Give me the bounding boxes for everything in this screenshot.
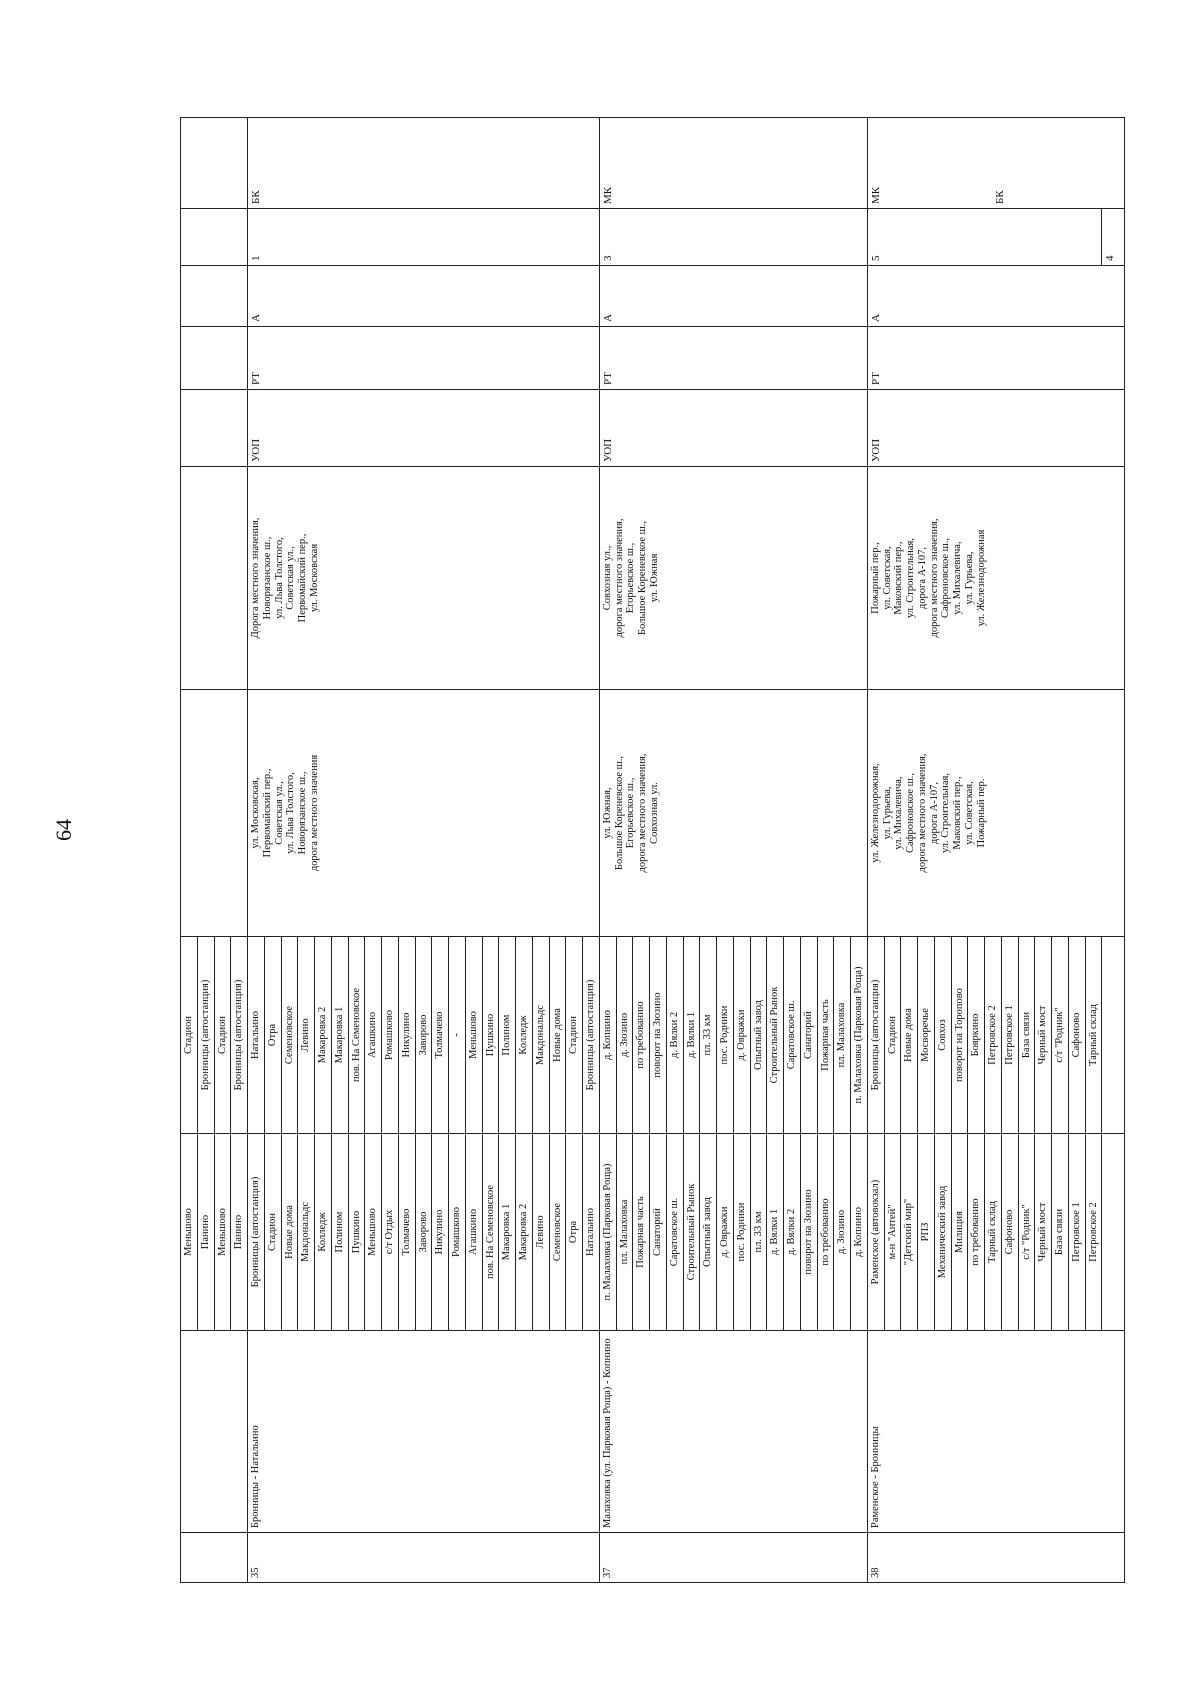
streets-forward-cell-line: дорога местного значения, bbox=[637, 753, 648, 873]
stop-backward: Агашкино bbox=[365, 937, 382, 1134]
streets-backward-cell-line: Первомайский пер., bbox=[297, 533, 308, 623]
route-category-cell: А bbox=[599, 266, 867, 327]
streets-forward-cell-line: Советская ул., bbox=[273, 781, 285, 845]
stop-backward: поворот на Зюзино bbox=[650, 937, 667, 1134]
route-name-cell bbox=[181, 1331, 248, 1533]
streets-forward-cell-line: Егорьевское ш., bbox=[625, 777, 637, 849]
stop-forward: п. Малаховка (Парковая Роща) bbox=[599, 1134, 616, 1331]
stop-backward: Бронницы (автостанция) bbox=[197, 937, 214, 1134]
route-extra-count-cell: 4 bbox=[1102, 209, 1125, 266]
stop-forward: Милиция bbox=[951, 1134, 968, 1331]
stop-forward: Панино bbox=[197, 1134, 214, 1331]
streets-backward-cell-line: Советская ул., bbox=[285, 546, 297, 610]
streets-backward-cell-line: ул. Советская, bbox=[881, 546, 893, 610]
stop-forward: Опытный завод bbox=[700, 1134, 717, 1331]
stop-forward: Никулино bbox=[432, 1134, 449, 1331]
streets-backward-cell-line: Сафроновское ш., bbox=[940, 538, 952, 618]
route-count-cell bbox=[181, 209, 248, 266]
stop-backward: д. Вялки 1 bbox=[683, 937, 700, 1134]
stop-forward: Колледж bbox=[315, 1134, 332, 1331]
stop-backward: База связи bbox=[1018, 937, 1035, 1134]
stop-forward: Пожарная часть bbox=[633, 1134, 650, 1331]
streets-backward-cell bbox=[867, 467, 1125, 690]
stop-forward: пов. На Семеновское bbox=[482, 1134, 499, 1331]
streets-backward-cell-line: ул. Московская bbox=[308, 543, 320, 613]
streets-backward-cell-line: Дорога местного значения, bbox=[250, 517, 261, 639]
stop-forward: Сафоново bbox=[1001, 1134, 1018, 1331]
stop-forward: д. Овражки bbox=[717, 1134, 734, 1331]
route-extra-class: БК bbox=[994, 190, 1007, 204]
stop-backward: Никулино bbox=[398, 937, 415, 1134]
route-count-cell: 5 bbox=[867, 209, 1102, 266]
stop-backward: Колледж bbox=[516, 937, 533, 1134]
streets-forward-cell-line: Совхозная ул. bbox=[648, 782, 660, 844]
stop-forward: Толмачево bbox=[398, 1134, 415, 1331]
streets-backward-cell-line: Пожарный пер., bbox=[869, 542, 881, 614]
streets-backward-cell-line: дорога местного значения, bbox=[613, 518, 625, 638]
table-row bbox=[181, 118, 198, 1583]
stop-forward: Семеновское bbox=[549, 1134, 566, 1331]
streets-forward-cell-line: ул. Гурьева, bbox=[881, 786, 893, 840]
route-type-cell: УОП bbox=[867, 390, 1125, 467]
stop-forward: д. Зюзино bbox=[834, 1134, 851, 1331]
streets-forward-cell-line: Пожарный пер. bbox=[975, 778, 987, 848]
stop-forward: Саратовское ш. bbox=[666, 1134, 683, 1331]
table-row bbox=[248, 118, 265, 1583]
stop-backward: с/т "Родник" bbox=[1052, 937, 1069, 1134]
stop-backward: Новые дома bbox=[901, 937, 918, 1134]
stop-forward: Черный мост bbox=[1035, 1134, 1052, 1331]
stop-forward: Новые дома bbox=[281, 1134, 298, 1331]
stop-backward: Натальино bbox=[248, 937, 265, 1134]
streets-forward-cell-line: дорога А-107, bbox=[928, 781, 940, 845]
table-row bbox=[599, 118, 616, 1583]
streets-backward-cell bbox=[181, 467, 248, 690]
streets-forward-cell-line: Новорязанское ш., bbox=[297, 771, 308, 855]
stop-backward: пл. 33 км bbox=[700, 937, 717, 1134]
stop-forward: Левино bbox=[532, 1134, 549, 1331]
stop-forward: поворот на Зюзино bbox=[800, 1134, 817, 1331]
route-registry-table bbox=[180, 117, 1125, 1583]
stop-forward: База связи bbox=[1052, 1134, 1069, 1331]
stop-backward: Мосворечье bbox=[918, 937, 935, 1134]
stop-forward: Стадион bbox=[264, 1134, 281, 1331]
stop-forward: Агашкино bbox=[465, 1134, 482, 1331]
stop-backward: пов. На Семеновское bbox=[348, 937, 365, 1134]
stop-backward: Петровское 2 bbox=[985, 937, 1002, 1134]
stop-forward: пл. Малаховка bbox=[616, 1134, 633, 1331]
stop-backward: Стадион bbox=[566, 937, 583, 1134]
streets-backward-cell-line: ул. Железнодорожная bbox=[975, 529, 987, 627]
stop-backward: Отра bbox=[264, 937, 281, 1134]
stop-forward: Полином bbox=[331, 1134, 348, 1331]
table-row bbox=[867, 118, 884, 1583]
streets-backward-cell-line: дорога местного значения, bbox=[928, 518, 940, 638]
streets-backward-cell bbox=[248, 467, 600, 690]
streets-backward-cell-line: дорога А-107, bbox=[916, 546, 928, 610]
stop-forward: Макаровка 1 bbox=[499, 1134, 516, 1331]
stop-forward: пос. Родники bbox=[733, 1134, 750, 1331]
route-number-cell: 38 bbox=[867, 1533, 1125, 1583]
route-count-cell: 3 bbox=[599, 209, 867, 266]
route-category-cell: А bbox=[248, 266, 600, 327]
stop-backward: Санаторий bbox=[800, 937, 817, 1134]
streets-forward-cell bbox=[181, 690, 248, 937]
stop-backward: Саратовское ш. bbox=[784, 937, 801, 1134]
streets-backward-cell-line: Егорьевское ш., bbox=[625, 542, 637, 614]
stop-backward: Макаровка 1 bbox=[331, 937, 348, 1134]
route-number-cell bbox=[181, 1533, 248, 1583]
stop-backward: п. Малаховка (Парковая Роща) bbox=[851, 937, 868, 1134]
stop-backward: Бояркино bbox=[968, 937, 985, 1134]
streets-forward-cell-line: Маковский пер., bbox=[952, 776, 963, 850]
streets-forward-cell-line: ул. Московская, bbox=[250, 777, 261, 849]
stop-backward: Меньшово bbox=[465, 937, 482, 1134]
stop-forward: РПЗ bbox=[918, 1134, 935, 1331]
streets-backward-cell-line: Маковский пер., bbox=[893, 541, 905, 615]
streets-forward-cell-line: ул. Строительная, bbox=[940, 773, 952, 853]
route-class-cell: БК bbox=[248, 118, 600, 209]
route-type-cell: УОП bbox=[599, 390, 867, 467]
route-category-cell: А bbox=[867, 266, 1125, 327]
stop-forward: Меньшово bbox=[214, 1134, 231, 1331]
streets-forward-cell-line: дорога местного значения, bbox=[916, 753, 928, 873]
stop-forward: Тарный склад bbox=[985, 1134, 1002, 1331]
route-category-cell bbox=[181, 266, 248, 327]
stop-forward: по требованию bbox=[968, 1134, 985, 1331]
stop-backward: Совхоз bbox=[934, 937, 951, 1134]
stop-backward: поворот на Торопово bbox=[951, 937, 968, 1134]
streets-forward-cell-line: ул. Льва Толстого, bbox=[285, 772, 297, 854]
streets-forward-cell-line: Большое Кореневское ш., bbox=[613, 756, 625, 870]
stop-forward: Меньшово bbox=[365, 1134, 382, 1331]
stop-forward: Отра bbox=[566, 1134, 583, 1331]
route-number-cell: 35 bbox=[248, 1533, 600, 1583]
page-number: 64 bbox=[51, 819, 76, 841]
stop-backward: д. Зюзино bbox=[616, 937, 633, 1134]
stop-backward: Бронницы (автостанция) bbox=[231, 937, 248, 1134]
stop-backward: Макаровка 2 bbox=[315, 937, 332, 1134]
streets-forward-cell bbox=[867, 690, 1125, 937]
streets-forward-cell-line: ул. Советская, bbox=[963, 781, 975, 845]
route-name-cell: Бронницы - Натальино bbox=[248, 1331, 600, 1533]
stop-backward: Пушкино bbox=[482, 937, 499, 1134]
stop-backward: Стадион bbox=[214, 937, 231, 1134]
stop-backward: Макдональдс bbox=[532, 937, 549, 1134]
streets-forward-cell-line: ул. Железнодорожная, bbox=[869, 763, 881, 863]
stop-backward: Новые дома bbox=[549, 937, 566, 1134]
stop-backward: Заворово bbox=[415, 937, 432, 1134]
route-type-cell bbox=[181, 390, 248, 467]
stop-forward: д. Вялки 1 bbox=[767, 1134, 784, 1331]
stop-backward: Пожарная часть bbox=[817, 937, 834, 1134]
stop-forward: Раменское (автовокзал) bbox=[867, 1134, 884, 1331]
streets-forward-cell bbox=[599, 690, 867, 937]
streets-backward-cell-line: ул. Южная bbox=[648, 553, 660, 603]
stop-forward: Макдональдс bbox=[298, 1134, 315, 1331]
stop-forward: по требованию bbox=[817, 1134, 834, 1331]
stop-backward: пл. Малаховка bbox=[834, 937, 851, 1134]
route-number-cell: 37 bbox=[599, 1533, 867, 1583]
stop-forward: Панино bbox=[231, 1134, 248, 1331]
route-regularity-cell bbox=[181, 327, 248, 390]
streets-backward-cell-line: ул. Михалевича, bbox=[952, 541, 963, 615]
stop-forward: "Детский мир" bbox=[901, 1134, 918, 1331]
stop-backward bbox=[1102, 937, 1125, 1134]
stop-backward: Строительный Рынок bbox=[767, 937, 784, 1134]
stop-backward: - bbox=[449, 937, 466, 1134]
stop-forward: Заворово bbox=[415, 1134, 432, 1331]
stop-backward: Полином bbox=[499, 937, 516, 1134]
stop-backward: Стадион bbox=[884, 937, 901, 1134]
stop-backward: Черный мост bbox=[1035, 937, 1052, 1134]
stop-forward: Пушкино bbox=[348, 1134, 365, 1331]
stop-backward: д. Овражки bbox=[733, 937, 750, 1134]
stop-forward: д. Вялки 2 bbox=[784, 1134, 801, 1331]
streets-backward-cell-line: Новорязанское ш., bbox=[261, 536, 273, 620]
streets-backward-cell-line: ул. Льва Толстого, bbox=[273, 537, 285, 619]
streets-forward-cell-line: дорога местного значения bbox=[308, 754, 320, 872]
stop-backward: по требованию bbox=[633, 937, 650, 1134]
stop-forward: д. Копнино bbox=[851, 1134, 868, 1331]
stop-forward: Строительный Рынок bbox=[683, 1134, 700, 1331]
stop-forward bbox=[1102, 1134, 1125, 1331]
streets-forward-cell-line: ул. Михалевича, bbox=[893, 776, 905, 850]
streets-backward-cell-line: Совхозная ул., bbox=[601, 545, 613, 611]
stop-backward: Стадион bbox=[181, 937, 198, 1134]
stop-backward: Левино bbox=[298, 937, 315, 1134]
rotated-page-content bbox=[180, 118, 1130, 1583]
route-count-cell: 1 bbox=[248, 209, 600, 266]
streets-forward-cell-line: ул. Южная, bbox=[601, 787, 613, 839]
route-regularity-cell: РТ bbox=[867, 327, 1125, 390]
stop-backward: д. Вялки 2 bbox=[666, 937, 683, 1134]
stop-forward: пл. 33 км bbox=[750, 1134, 767, 1331]
stop-backward: Бронницы (автостанция) bbox=[867, 937, 884, 1134]
route-regularity-cell: РТ bbox=[248, 327, 600, 390]
stop-forward: м-н "Антей" bbox=[884, 1134, 901, 1331]
stop-forward: Санаторий bbox=[650, 1134, 667, 1331]
route-class-cell: МК БК bbox=[867, 118, 1125, 209]
streets-forward-cell-line: Сафроновское ш., bbox=[905, 773, 916, 853]
stop-backward: д. Копнино bbox=[599, 937, 616, 1134]
route-type-cell: УОП bbox=[248, 390, 600, 467]
route-class-cell bbox=[181, 118, 248, 209]
streets-backward-cell-line: ул. Гурьева, bbox=[963, 551, 975, 605]
route-name-cell: Малаховка (ул. Парковая Роща) - Копнино bbox=[599, 1331, 867, 1533]
stop-forward: Петровское 2 bbox=[1085, 1134, 1102, 1331]
stop-backward: Сафоново bbox=[1068, 937, 1085, 1134]
streets-backward-cell-line: Большое Кореневское ш., bbox=[637, 521, 648, 635]
stop-forward: Натальино bbox=[583, 1134, 600, 1331]
stop-backward: Толмачево bbox=[432, 937, 449, 1134]
stop-forward: Петровское 1 bbox=[1068, 1134, 1085, 1331]
stop-forward: Бронницы (автостанция) bbox=[248, 1134, 265, 1331]
stop-forward: с/т Отдых bbox=[382, 1134, 399, 1331]
stop-forward: Ромашково bbox=[449, 1134, 466, 1331]
stop-forward: с/т "Родник" bbox=[1018, 1134, 1035, 1331]
stop-backward: Бронницы (автостанция) bbox=[583, 937, 600, 1134]
stop-forward: Макаровка 2 bbox=[516, 1134, 533, 1331]
streets-backward-cell bbox=[599, 467, 867, 690]
table-body bbox=[181, 118, 1125, 1583]
stop-forward: Меньшово bbox=[181, 1134, 198, 1331]
stop-backward: Тарный склад bbox=[1085, 937, 1102, 1134]
route-class-cell: МК bbox=[599, 118, 867, 209]
stop-backward: Ромашково bbox=[382, 937, 399, 1134]
route-regularity-cell: РТ bbox=[599, 327, 867, 390]
stop-backward: Семеновское bbox=[281, 937, 298, 1134]
stop-backward: Опытный завод bbox=[750, 937, 767, 1134]
stop-backward: Петровское 1 bbox=[1001, 937, 1018, 1134]
streets-forward-cell-line: Первомайский пер., bbox=[261, 768, 273, 858]
stop-forward: Механический завод bbox=[934, 1134, 951, 1331]
streets-forward-cell bbox=[248, 690, 600, 937]
stop-backward: пос. Родники bbox=[717, 937, 734, 1134]
route-name-cell: Раменское - Бронницы bbox=[867, 1331, 1125, 1533]
streets-backward-cell-line: ул. Строительная, bbox=[905, 538, 916, 618]
